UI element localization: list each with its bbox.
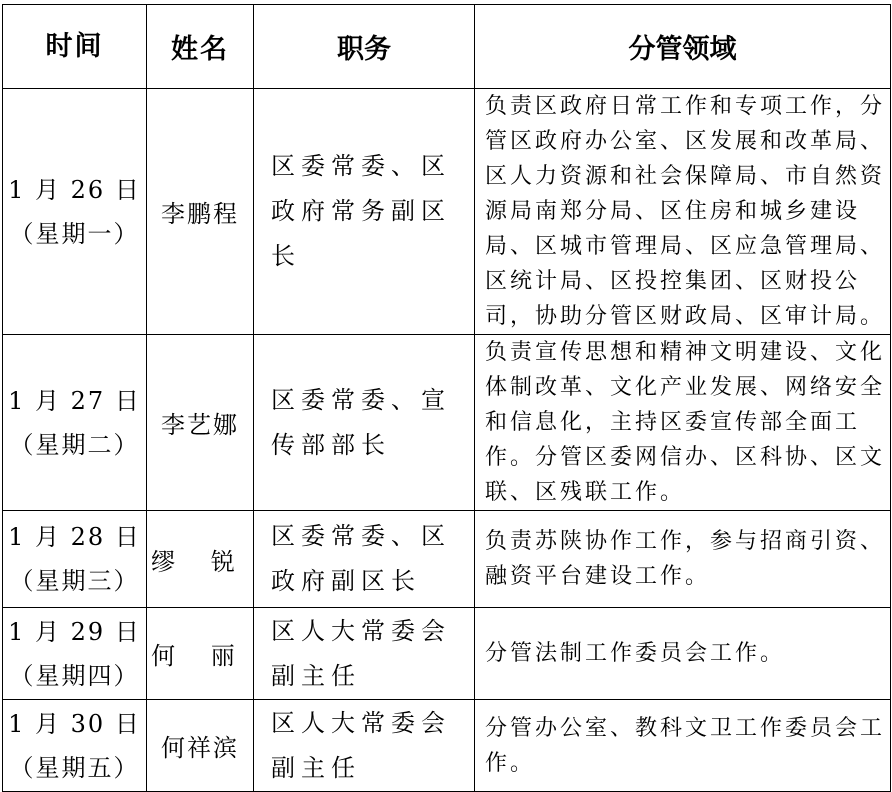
date-cell <box>3 89 147 335</box>
weekday-text: （星期五） <box>9 753 140 782</box>
table-row <box>3 700 891 792</box>
responsibility-cell: 负责区政府日常工作和专项工作，分管区政府办公室、区发展和改革局、区人力资源和社会保障局、市自然资源局南郑分局、区住房和城乡建设局、区城市管理局、区应急管理局、区统计局、区投控集团、区财投公司，协助分管区财政局、区审计局。 <box>475 89 891 335</box>
weekday-text: （星期一） <box>9 219 140 248</box>
name-cell: 何 丽 <box>147 608 254 700</box>
table-row <box>3 608 891 700</box>
table-row <box>3 335 891 511</box>
name-cell: 缪 锐 <box>147 511 254 608</box>
date-cell <box>3 608 147 700</box>
name-cell: 李鹏程 <box>147 89 254 335</box>
weekday-text: （星期三） <box>9 567 140 595</box>
position-cell: 区委常委、区政府常务副区长 <box>254 89 475 335</box>
date-cell <box>3 700 147 792</box>
date-text: 1 月 29 日 <box>8 617 141 646</box>
position-cell: 区人大常委会副主任 <box>254 700 475 792</box>
responsibility-cell: 分管办公室、教科文卫工作委员会工作。 <box>475 700 891 792</box>
date-cell <box>3 335 147 511</box>
table-row <box>3 511 891 608</box>
weekday-text: （星期四） <box>9 661 140 690</box>
responsibility-cell: 负责宣传思想和精神文明建设、文化体制改革、文化产业发展、网络安全和信息化，主持区委宣传部全面工作。分管区委网信办、区科协、区文联、区残联工作。 <box>475 335 891 511</box>
responsibility-cell: 分管法制工作委员会工作。 <box>475 608 891 700</box>
date-text: 1 月 30 日 <box>8 709 141 738</box>
table-row <box>3 89 891 335</box>
date-text: 1 月 26 日 <box>8 175 141 204</box>
name-cell: 李艺娜 <box>147 335 254 511</box>
responsibility-cell: 负责苏陕协作工作，参与招商引资、融资平台建设工作。 <box>475 511 891 608</box>
name-cell: 何祥滨 <box>147 700 254 792</box>
position-cell: 区委常委、区政府副区长 <box>254 511 475 608</box>
date-cell <box>3 511 147 608</box>
date-text: 1 月 28 日 <box>8 523 141 551</box>
position-cell: 区委常委、宣传部部长 <box>254 335 475 511</box>
table-header-row <box>3 5 891 89</box>
header-name: 姓名 <box>147 5 254 89</box>
position-cell: 区人大常委会副主任 <box>254 608 475 700</box>
header-time: 时间 <box>3 5 147 89</box>
weekday-text: （星期二） <box>9 430 140 459</box>
date-text: 1 月 27 日 <box>8 386 141 415</box>
duty-schedule-table <box>2 4 891 792</box>
header-position: 职务 <box>254 5 475 89</box>
header-responsibility: 分管领域 <box>475 5 891 89</box>
